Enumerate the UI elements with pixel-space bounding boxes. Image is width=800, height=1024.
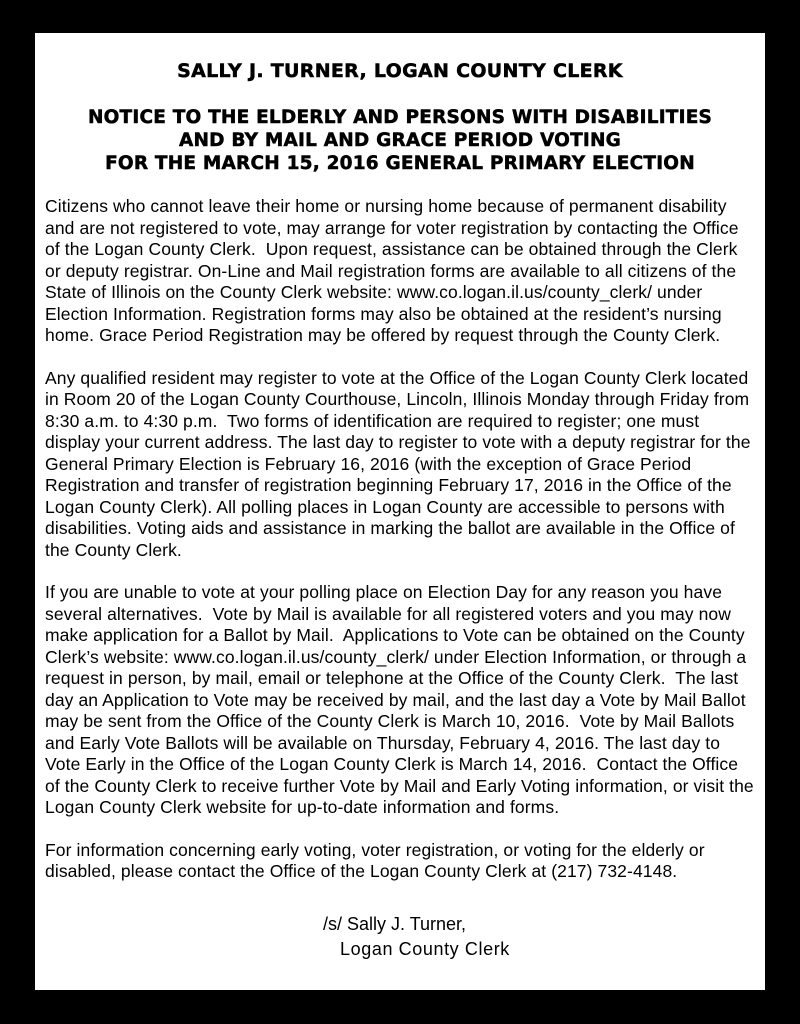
signature-name: /s/ Sally J. Turner, — [323, 913, 467, 934]
page-title: SALLY J. TURNER, LOGAN COUNTY CLERK — [177, 60, 623, 82]
heading-line-2: AND BY MAIL AND GRACE PERIOD VOTING — [178, 130, 622, 151]
heading-line-1: NOTICE TO THE ELDERLY AND PERSONS WITH DISABILITIES — [87, 107, 713, 128]
heading-line-3: FOR THE MARCH 15, 2016 GENERAL PRIMARY ELECTION — [105, 153, 695, 174]
paragraph-register-in-person: Any qualified resident may register to vote at the Office of the Logan County Clerk located in Room 20 of the Logan County Courthouse, Lincoln, Illinois Monday through Friday from 8:30 a.m. to 4:30 p.m. Two forms of identification are required to register; one must display your current address. The last day to register to vote with a deputy registrar for the General Primary Election is February 16, 2016 (with the exception of Grace Period Registration and transfer of registration beginning February 17, 2016 in the Office of the Logan County Clerk). All polling places in Logan County are accessible to persons with disabilities. Voting aids and assistance in marking the ballot are available in the Office of the County Clerk. — [45, 367, 756, 560]
signature-block — [323, 912, 755, 962]
signature-title: Logan County Clerk — [340, 938, 510, 959]
notice-page — [35, 33, 765, 990]
paragraph-contact-info: For information concerning early voting, voter registration, or voting for the elderly or disabled, please contact the Office of the Logan County Clerk at (217) 732-4148. — [45, 839, 710, 881]
paragraph-disability-registration: Citizens who cannot leave their home or nursing home because of permanent disability and are not registered to vote, may arrange for voter registration by contacting the Office of the Logan County Clerk. Upon request, assistance can be obtained through the Clerk or deputy registrar. On-Line and Mail registration forms are available to all citizens of the State of Illinois on the County Clerk website: www.co.logan.il.us/county_clerk/ under Election Information. Registration forms may also be obtained at the resident’s nursing home. Grace Period Registration may be offered by request through the County Clerk. — [45, 196, 744, 345]
paragraph-vote-by-mail: If you are unable to vote at your polling place on Election Day for any reason you have several alternatives. Vote by Mail is available for all registered voters and you may now make application for a Ballot by Mail. Applications to Vote can be obtained on the County Clerk’s website: www.co.logan.il.us/county_clerk/ under Election Information, or through a request in person, by mail, email or telephone at the Office of the County Clerk. The last day an Application to Vote may be received by mail, and the last day a Vote by Mail Ballot may be sent from the Office of the County Clerk is March 10, 2016. Vote by Mail Ballots and Early Vote Ballots will be available on Thursday, February 4, 2016. The last day to Vote Early in the Office of the Logan County Clerk is March 14, 2016. Contact the Office of the County Clerk to receive further Vote by Mail and Early Voting information, or visit the Logan County Clerk website for up-to-date information and forms. — [45, 582, 759, 817]
notice-heading — [45, 106, 755, 175]
